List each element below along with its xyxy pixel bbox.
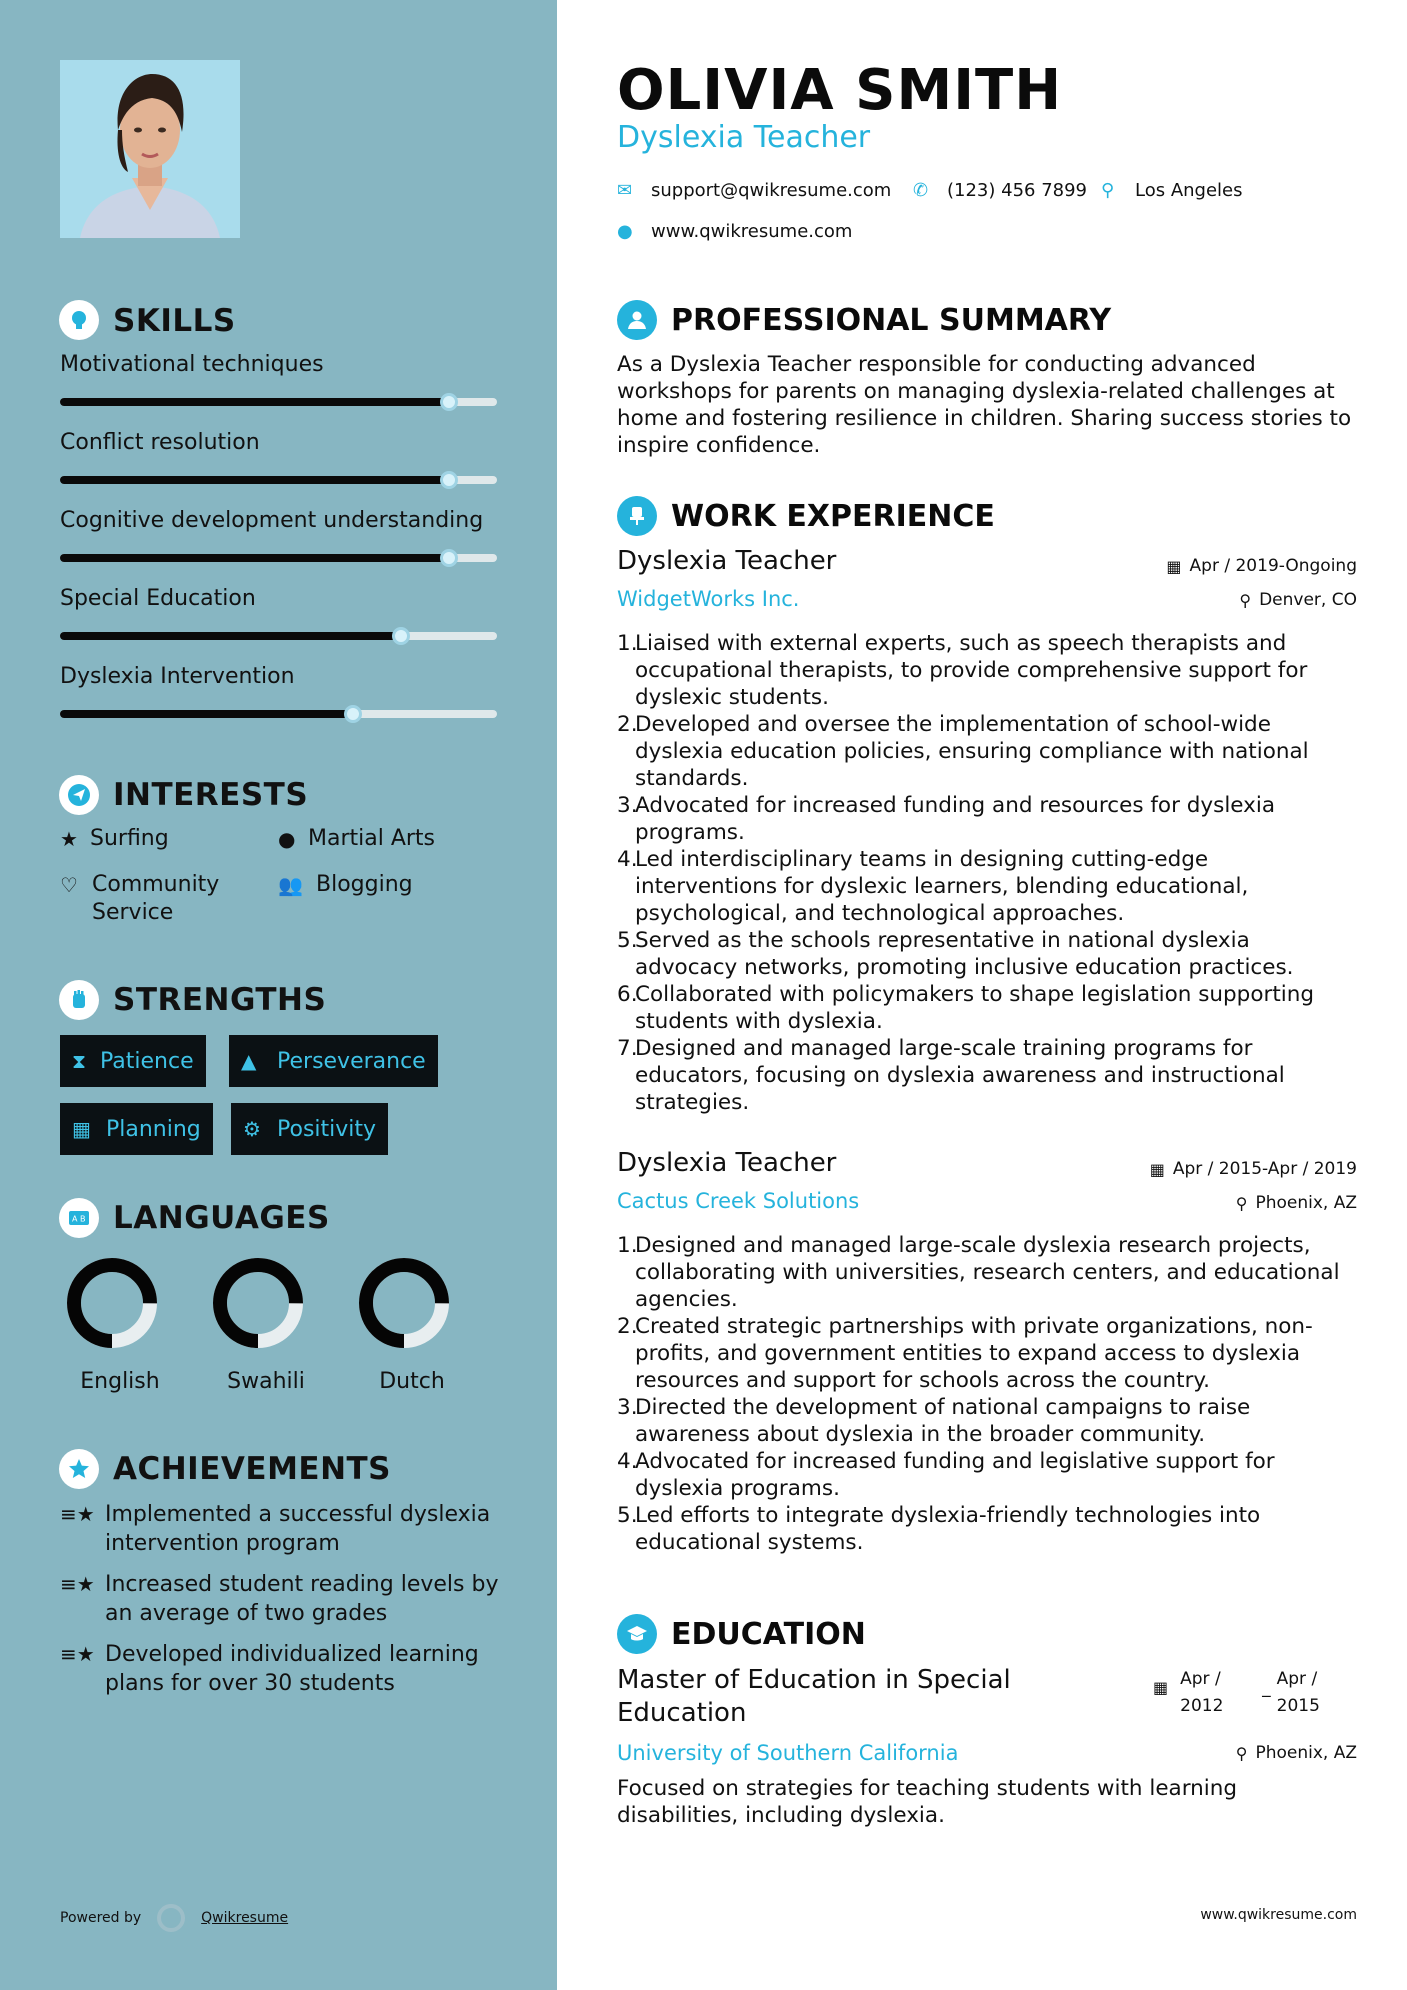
user-icon (617, 300, 657, 340)
date-separator: _ (1262, 1678, 1271, 1698)
work-heading: WORK EXPERIENCE (671, 499, 995, 534)
job-dates-text: Apr / 2019-Ongoing (1189, 556, 1357, 576)
education-end: Apr / 2015 (1276, 1669, 1320, 1716)
hourglass-icon: ⧗ (72, 1049, 87, 1073)
education-heading: EDUCATION (671, 1617, 866, 1652)
chair-icon (617, 496, 657, 536)
summary-heading: PROFESSIONAL SUMMARY (671, 303, 1112, 338)
candidate-role: Dyslexia Teacher (617, 120, 871, 155)
globe-icon: ● (617, 221, 633, 242)
phone-icon: ✆ (913, 180, 929, 201)
language-donut (64, 1255, 160, 1351)
contact-website[interactable] (617, 221, 852, 242)
job-title: Dyslexia Teacher (617, 546, 837, 576)
achievement-text: Increased student reading levels by an average of two grades (105, 1572, 499, 1626)
skill-bar-fill (60, 632, 401, 640)
summary-text: As a Dyslexia Teacher responsible for conducting advanced workshops for parents on managing dyslexia-related challenges at home and fostering resilience in children. Sharing success stories to inspire confidence. (617, 352, 1352, 458)
skill-bar (60, 710, 497, 718)
graduate-icon (617, 1614, 657, 1654)
sidebar (0, 0, 557, 1990)
achievement-item (60, 1570, 500, 1628)
svg-text:A B: A B (72, 1214, 86, 1224)
road-icon: ▲ (241, 1049, 257, 1073)
degree-title: Master of Education in Special Education (617, 1665, 1011, 1728)
star-icon: ≡★ (60, 1572, 95, 1596)
skill-bar-fill (60, 476, 449, 484)
job-title: Dyslexia Teacher (617, 1148, 837, 1178)
skills-heading: SKILLS (113, 303, 236, 339)
contact-email[interactable] (617, 180, 891, 201)
website-text: www.qwikresume.com (651, 221, 853, 242)
skill-bar (60, 554, 497, 562)
skill-bar-knob (440, 393, 458, 411)
contact-phone[interactable] (913, 180, 1087, 201)
strength-label: Positivity (277, 1116, 377, 1142)
job-dates (1166, 556, 1357, 576)
hand-icon: ♡ (60, 873, 78, 897)
strength-chip (60, 1103, 213, 1155)
skill-bar (60, 476, 497, 484)
skill-label: Special Education (60, 586, 256, 611)
education-school: University of Southern California (617, 1741, 959, 1765)
fist-icon (59, 980, 99, 1020)
pin-icon: ⚲ (1239, 590, 1252, 610)
achievement-text: Implemented a successful dyslexia intervention program (105, 1502, 491, 1556)
users-icon: 👥 (278, 873, 303, 897)
calendar-icon: ▦ (1153, 1678, 1169, 1697)
language-label: Dutch (379, 1369, 445, 1394)
education-location-text: Phoenix, AZ (1255, 1743, 1357, 1763)
job-bullet: Liaised with external experts, such as speech therapists and occupational therapists, to provide comprehensive support for dyslexic students. (635, 631, 1308, 710)
interest-label: Surfing (90, 826, 169, 851)
language-label: Swahili (227, 1369, 305, 1394)
job-bullet: Created strategic partnerships with private organizations, non-profits, and government entities to expand access to dyslexia resources and support for schools across the country. (635, 1314, 1313, 1393)
footer-website-link[interactable]: www.qwikresume.com (1200, 1907, 1357, 1923)
skill-bar-knob (392, 627, 410, 645)
achievement-item (60, 1500, 500, 1558)
star-badge-icon (59, 1449, 99, 1489)
main-column (557, 0, 1407, 1990)
strengths-heading: STRENGTHS (113, 982, 327, 1018)
language-donut (210, 1255, 306, 1351)
qwikresume-link[interactable]: Qwikresume (201, 1910, 289, 1926)
star-icon: ★ (60, 827, 78, 851)
job-location (1239, 590, 1357, 610)
language-label: English (80, 1369, 160, 1394)
skill-bar-knob (440, 471, 458, 489)
job-bullet: Led efforts to integrate dyslexia-friendly technologies into educational systems. (635, 1503, 1261, 1555)
interests-heading: INTERESTS (113, 777, 309, 813)
job-bullet: Served as the schools representative in national dyslexia advocacy networks, promoting inclusive education practices. (635, 928, 1294, 980)
education-description: Focused on strategies for teaching students with learning disabilities, including dyslexia. (617, 1776, 1238, 1828)
skill-bar-fill (60, 554, 449, 562)
email-text: support@qwikresume.com (651, 180, 892, 201)
powered-by-label: Powered by (60, 1910, 142, 1926)
skill-label: Conflict resolution (60, 430, 260, 455)
job-bullet: Designed and managed large-scale training programs for educators, focusing on dyslexia awareness and instructional strategies. (635, 1036, 1285, 1115)
skill-bar (60, 398, 497, 406)
profile-photo (60, 60, 240, 238)
qwikresume-logo-icon (157, 1904, 185, 1932)
contact-location (1101, 180, 1243, 201)
skill-bar-fill (60, 710, 353, 718)
star-icon: ≡★ (60, 1502, 95, 1526)
globe-icon: ● (278, 827, 296, 851)
job-bullets (617, 630, 1357, 1116)
interest-item (278, 871, 413, 899)
job-bullets (617, 1232, 1357, 1556)
job-dates-text: Apr / 2015-Apr / 2019 (1172, 1159, 1357, 1179)
job-bullet: Advocated for increased funding and resources for dyslexia programs. (635, 793, 1276, 845)
achievement-item (60, 1640, 500, 1698)
candidate-name: OLIVIA SMITH (617, 58, 1063, 123)
language-donut (356, 1255, 452, 1351)
strength-label: Patience (100, 1048, 194, 1074)
job-location-text: Phoenix, AZ (1255, 1193, 1357, 1213)
education-start: Apr / 2012 (1180, 1669, 1224, 1716)
calendar-icon: ▦ (72, 1117, 91, 1141)
job-bullet: Directed the development of national campaigns to raise awareness about dyslexia in the broader community. (635, 1395, 1251, 1447)
envelope-icon: ✉ (617, 180, 633, 201)
skill-label: Dyslexia Intervention (60, 664, 295, 689)
job-bullet: Developed and oversee the implementation of school-wide dyslexia education policies, ensuring compliance with national standards. (635, 712, 1309, 791)
paper-plane-icon (59, 775, 99, 815)
job-company: Cactus Creek Solutions (617, 1189, 860, 1213)
powered-by (60, 1904, 288, 1932)
education-location (1236, 1743, 1357, 1763)
interest-item (60, 825, 169, 853)
skill-bar-fill (60, 398, 449, 406)
gear-icon: ⚙ (243, 1117, 261, 1141)
location-text: Los Angeles (1135, 180, 1243, 201)
strength-chip (231, 1103, 388, 1155)
achievements-heading: ACHIEVEMENTS (113, 1451, 392, 1487)
interest-label: Martial Arts (308, 826, 436, 851)
job-dates (1150, 1159, 1357, 1179)
achievement-text: Developed individualized learning plans for over 30 students (105, 1642, 479, 1696)
languages-heading: LANGUAGES (113, 1200, 330, 1236)
skill-label: Cognitive development understanding (60, 508, 484, 533)
star-icon: ≡★ (60, 1642, 95, 1666)
strength-chip (229, 1035, 438, 1087)
strength-label: Perseverance (277, 1048, 426, 1074)
map-pin-icon: ⚲ (1101, 180, 1115, 201)
calendar-icon: ▦ (1166, 556, 1182, 576)
skill-bar-knob (344, 705, 362, 723)
id-card-icon (59, 1198, 99, 1238)
strength-label: Planning (106, 1116, 201, 1142)
job-bullet: Advocated for increased funding and legislative support for dyslexia programs. (635, 1449, 1275, 1501)
strength-chip (60, 1035, 206, 1087)
skill-label: Motivational techniques (60, 352, 324, 377)
education-dates (1153, 1666, 1337, 1720)
job-location (1236, 1193, 1357, 1213)
skill-bar (60, 632, 497, 640)
calendar-icon: ▦ (1149, 1159, 1165, 1179)
pin-icon: ⚲ (1235, 1193, 1248, 1213)
job-bullet: Designed and managed large-scale dyslexia research projects, collaborating with universities, research centers, and educational agencies. (635, 1233, 1340, 1312)
job-bullet: Collaborated with policymakers to shape legislation supporting students with dyslexia. (635, 982, 1315, 1034)
interest-item (278, 825, 435, 853)
lightbulb-icon (59, 300, 99, 340)
job-bullet: Led interdisciplinary teams in designing cutting-edge interventions for dyslexic learners, blending educational, psychological, and technological approaches. (635, 847, 1249, 926)
interest-label: Community Service (92, 872, 220, 925)
job-company: WidgetWorks Inc. (617, 587, 800, 611)
interest-label: Blogging (316, 872, 413, 897)
job-location-text: Denver, CO (1259, 590, 1357, 610)
pin-icon: ⚲ (1235, 1743, 1248, 1763)
phone-text: (123) 456 7899 (947, 180, 1088, 201)
skill-bar-knob (440, 549, 458, 567)
interest-item (60, 871, 230, 927)
